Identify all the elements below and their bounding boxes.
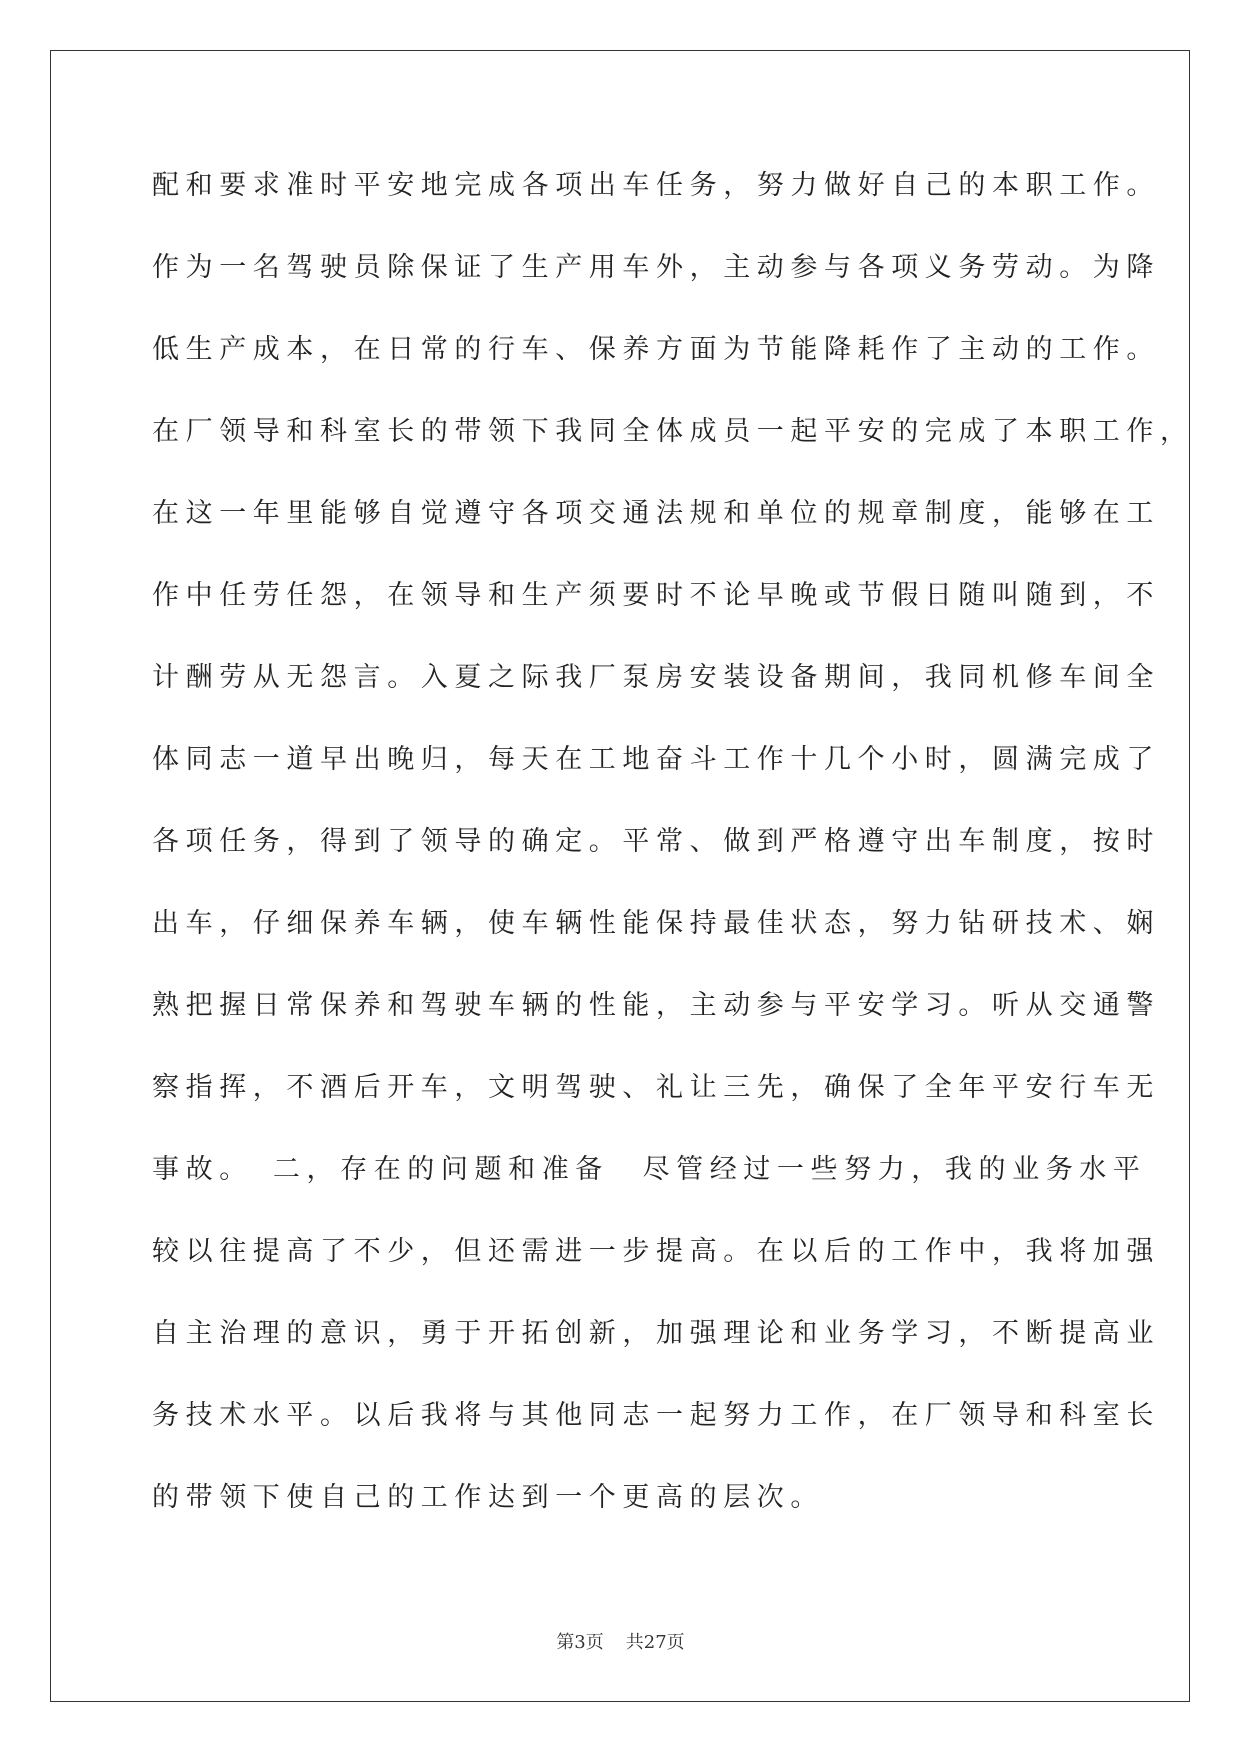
text-line: 察指挥，不酒后开车，文明驾驶、礼让三先，确保了全年平安行车无 [152,1072,1160,1103]
text-line: 计酬劳从无怨言。入夏之际我厂泵房安装设备期间，我同机修车间全 [152,662,1160,693]
document-body [152,166,1194,1560]
text-line: 出车，仔细保养车辆，使车辆性能保持最佳状态，努力钻研技术、娴 [152,908,1160,939]
page-footer [0,1628,1241,1654]
text-line: 自主治理的意识，勇于开拓创新，加强理论和业务学习，不断提高业 [152,1318,1160,1349]
page-number-total: 共27页 [625,1632,685,1653]
text-line: 在厂领导和科室长的带领下我同全体成员一起平安的完成了本职工作， [152,416,1194,447]
text-line: 的带领下使自己的工作达到一个更高的层次。 [152,1482,824,1513]
text-line: 事故。 二，存在的问题和准备 尽管经过一些努力，我的业务水平 [152,1154,1147,1185]
page-number-current: 第3页 [556,1632,604,1653]
text-line: 各项任务，得到了领导的确定。平常、做到严格遵守出车制度，按时 [152,826,1160,857]
text-line: 在这一年里能够自觉遵守各项交通法规和单位的规章制度，能够在工 [152,498,1160,529]
text-line: 体同志一道早出晚归，每天在工地奋斗工作十几个小时，圆满完成了 [152,744,1160,775]
text-line: 熟把握日常保养和驾驶车辆的性能，主动参与平安学习。听从交通警 [152,990,1160,1021]
text-line: 配和要求准时平安地完成各项出车任务，努力做好自己的本职工作。 [152,170,1160,201]
text-line: 作中任劳任怨，在领导和生产须要时不论早晚或节假日随叫随到，不 [152,580,1160,611]
text-line: 作为一名驾驶员除保证了生产用车外，主动参与各项义务劳动。为降 [152,252,1160,283]
text-line: 较以往提高了不少，但还需进一步提高。在以后的工作中，我将加强 [152,1236,1160,1267]
text-line: 低生产成本，在日常的行车、保养方面为节能降耗作了主动的工作。 [152,334,1160,365]
text-line: 务技术水平。以后我将与其他同志一起努力工作，在厂领导和科室长 [152,1400,1160,1431]
